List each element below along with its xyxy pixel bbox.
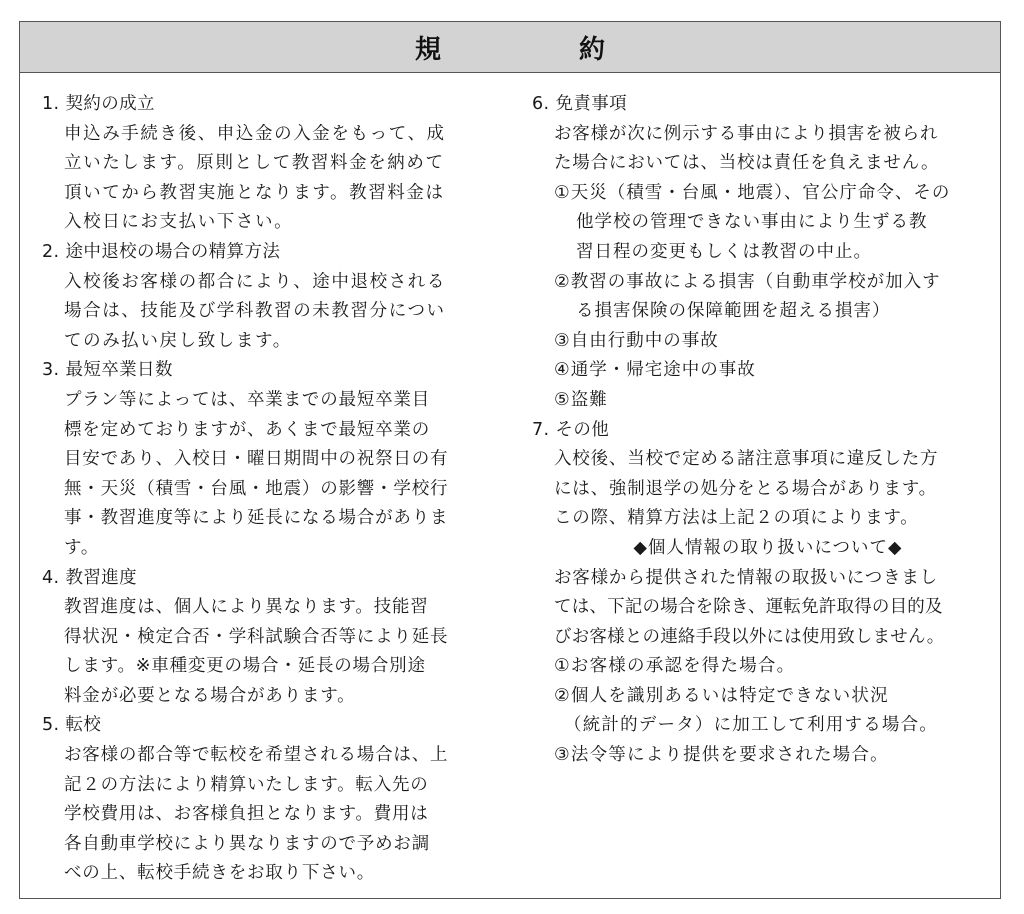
section-title: 6. 免責事項 (532, 94, 628, 114)
exemption-list (532, 179, 994, 416)
text-line: 立いたします。原則として教習料金を納めて (64, 153, 445, 174)
section-7 (532, 416, 994, 534)
text-line: お客様が次に例示する事由により損害を被られ (554, 123, 939, 144)
terms-frame (19, 21, 1001, 899)
text-line: 入校日にお支払い下さい。 (64, 212, 294, 233)
title-bar (20, 22, 1000, 73)
right-column (532, 90, 994, 771)
list-item: ④通学・帰宅途中の事故 (554, 360, 756, 381)
text-line: 頂いてから教習実施となります。教習料金は (64, 182, 445, 203)
section-title: 5. 転校 (42, 715, 102, 736)
list-item: ⑤盗難 (554, 389, 608, 410)
text-line: た場合においては、当校は責任を負えません。 (554, 153, 940, 174)
section-body (42, 741, 516, 889)
section-body (42, 386, 516, 564)
section-3 (42, 356, 516, 563)
list-item-cont: （統計的データ）に加工して利用する場合。 (564, 715, 938, 736)
list-item-cont: る損害保険の保障範囲を超える損害） (576, 301, 891, 322)
page-title: 規 約 (414, 34, 661, 65)
list-item-cont: 他学校の管理できない事由により生ずる教 (576, 212, 928, 233)
text-line: べの上、転校手続きをお取り下さい。 (64, 863, 376, 884)
section-body (42, 268, 516, 357)
text-line: 各自動車学校により異なりますので予めお調 (64, 833, 430, 854)
section-title: 2. 途中退校の場合の精算方法 (42, 241, 281, 262)
section-4 (42, 564, 516, 712)
text-line: 目安であり、入校日・曜日期間中の祝祭日の有 (64, 449, 449, 470)
text-line: 学校費用は、お客様負担となります。費用は (64, 804, 429, 825)
list-item: ①お客様の承認を得た場合。 (554, 656, 796, 677)
text-line: ては、下記の場合を除き、運転免許取得の目的及 (554, 597, 943, 618)
text-line: 入校後、当校で定める諸注意事項に違反した方 (554, 449, 939, 470)
text-line: 料金が必要となる場合があります。 (64, 685, 356, 706)
list-item: ①天災（積雪・台風・地震）、官公庁命令、その (554, 182, 951, 203)
text-line: す。 (64, 537, 100, 558)
list-item: ③法令等により提供を要求された場合。 (554, 745, 889, 766)
text-line: お客様から提供された情報の取扱いにつきまし (554, 567, 938, 588)
section-title: 1. 契約の成立 (42, 94, 155, 114)
privacy-body (532, 564, 994, 771)
privacy-section (532, 534, 994, 771)
text-line: 無・天災（積雪・台風・地震）の影響・学校行 (64, 478, 449, 499)
section-body (42, 593, 516, 711)
section-5 (42, 711, 516, 889)
section-title: 4. 教習進度 (42, 567, 138, 588)
text-line: 場合は、技能及び学科教習の未教習分につい (64, 301, 446, 322)
text-line: プラン等によっては、卒業までの最短卒業目 (64, 389, 430, 410)
text-line: てのみ払い戻し致します。 (64, 330, 292, 351)
text-line: 申込み手続き後、申込金の入金をもって、成 (64, 123, 446, 144)
section-body (532, 445, 994, 534)
text-line: 標を定めておりますが、あくまで最短卒業の (64, 419, 430, 440)
list-item-cont: 習日程の変更もしくは教習の中止。 (576, 241, 872, 262)
text-line: びお客様との連絡手段以外には使用致しません。 (554, 626, 945, 647)
text-line: 事・教習進度等により延長になる場合がありま (64, 508, 449, 529)
section-body (532, 120, 994, 179)
text-line: 教習進度は、個人により異なります。技能習 (64, 597, 429, 618)
section-title: 3. 最短卒業日数 (42, 360, 173, 381)
text-line: お客様の都合等で転校を希望される場合は、上 (64, 745, 449, 766)
section-2 (42, 238, 516, 356)
privacy-heading: ◆個人情報の取り扱いについて◆ (633, 537, 903, 558)
text-line: します。※車種変更の場合・延長の場合別途 (64, 656, 426, 677)
text-line: 得状況・検定合否・学科試験合否等により延長 (64, 626, 449, 647)
list-item: ③自由行動中の事故 (554, 330, 719, 351)
text-line: には、強制退学の処分をとる場合があります。 (554, 478, 937, 499)
left-column (42, 90, 516, 889)
list-item: ②教習の事故による損害（自動車学校が加入す (554, 271, 941, 292)
section-1 (42, 90, 516, 238)
section-body (42, 120, 516, 238)
text-line: この際、精算方法は上記２の項によります。 (554, 508, 919, 529)
text-line: 記２の方法により精算いたします。転入先の (64, 774, 429, 795)
section-title: 7. その他 (532, 419, 610, 440)
text-line: 入校後お客様の都合により、途中退校される (64, 271, 446, 292)
list-item: ②個人を識別あるいは特定できない状況 (554, 685, 889, 706)
section-6 (532, 90, 994, 416)
